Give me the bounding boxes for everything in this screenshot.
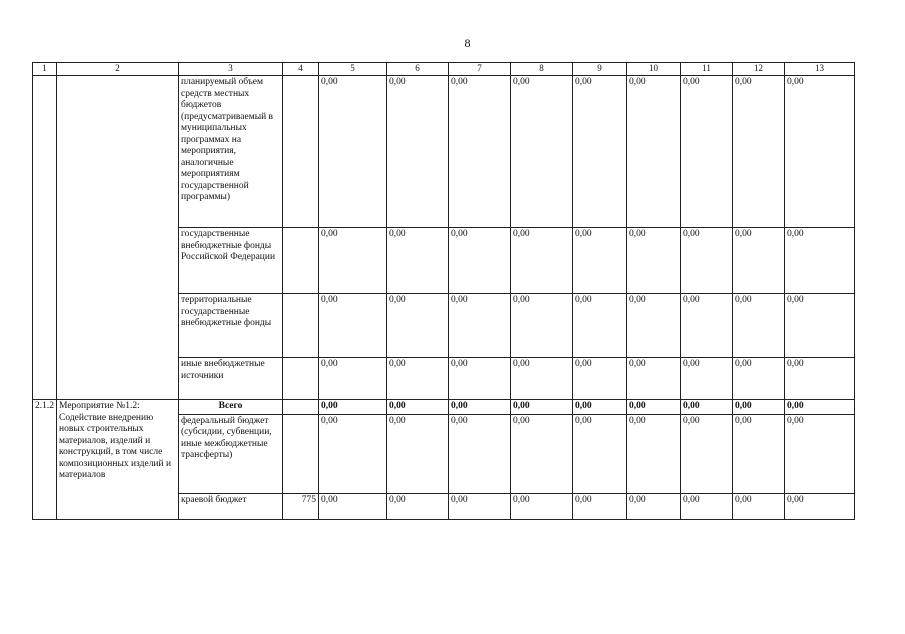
value-cell: 0,00 (449, 76, 511, 228)
code-cell (283, 358, 319, 400)
value-cell: 0,00 (681, 76, 733, 228)
source-cell: планируемый объем средств местных бюджетов (предусматриваемый в муниципальных программах на мероприятия, аналогичные мероприятиям государственной программы) (179, 76, 283, 228)
value-cell: 0,00 (511, 294, 573, 358)
value-cell: 0,00 (449, 400, 511, 415)
code-cell (283, 76, 319, 228)
column-header: 4 (283, 63, 319, 76)
value-cell: 0,00 (681, 358, 733, 400)
source-cell: государственные внебюджетные фонды Российской Федерации (179, 228, 283, 294)
value-cell: 0,00 (785, 400, 855, 415)
source-cell: краевой бюджет (179, 493, 283, 519)
column-header: 8 (511, 63, 573, 76)
column-header: 1 (33, 63, 57, 76)
value-cell: 0,00 (319, 493, 387, 519)
value-cell: 0,00 (449, 358, 511, 400)
value-cell: 0,00 (511, 228, 573, 294)
empty-name-cell (57, 76, 179, 400)
value-cell: 0,00 (319, 76, 387, 228)
value-cell: 0,00 (449, 294, 511, 358)
value-cell: 0,00 (319, 358, 387, 400)
value-cell: 0,00 (319, 400, 387, 415)
value-cell: 0,00 (785, 414, 855, 493)
value-cell: 0,00 (449, 493, 511, 519)
table-row-total (33, 400, 855, 415)
value-cell: 0,00 (387, 358, 449, 400)
column-number-row (33, 63, 855, 76)
code-cell (283, 400, 319, 415)
measure-number: 2.1.2 (33, 400, 57, 520)
value-cell: 0,00 (319, 294, 387, 358)
source-cell: иные внебюджетные источники (179, 358, 283, 400)
column-header: 5 (319, 63, 387, 76)
value-cell: 0,00 (733, 358, 785, 400)
value-cell: 0,00 (627, 228, 681, 294)
page-number: 8 (464, 36, 471, 50)
value-cell: 0,00 (511, 358, 573, 400)
value-cell: 0,00 (511, 400, 573, 415)
value-cell: 0,00 (785, 228, 855, 294)
value-cell: 0,00 (319, 414, 387, 493)
source-cell: территориальные государственные внебюджетные фонды (179, 294, 283, 358)
value-cell: 0,00 (573, 76, 627, 228)
value-cell: 0,00 (627, 400, 681, 415)
value-cell: 0,00 (733, 76, 785, 228)
value-cell: 0,00 (627, 414, 681, 493)
value-cell: 0,00 (511, 76, 573, 228)
budget-table (32, 62, 855, 520)
empty-number-cell (33, 76, 57, 400)
column-header: 10 (627, 63, 681, 76)
value-cell: 0,00 (733, 400, 785, 415)
table-row (33, 76, 855, 228)
value-cell: 0,00 (319, 228, 387, 294)
value-cell: 0,00 (681, 414, 733, 493)
value-cell: 0,00 (627, 358, 681, 400)
value-cell: 0,00 (449, 414, 511, 493)
value-cell: 0,00 (627, 76, 681, 228)
value-cell: 0,00 (511, 414, 573, 493)
column-header: 2 (57, 63, 179, 76)
value-cell: 0,00 (387, 493, 449, 519)
code-cell: 775 (283, 493, 319, 519)
value-cell: 0,00 (733, 294, 785, 358)
value-cell: 0,00 (733, 493, 785, 519)
value-cell: 0,00 (573, 414, 627, 493)
value-cell: 0,00 (785, 493, 855, 519)
value-cell: 0,00 (387, 76, 449, 228)
value-cell: 0,00 (733, 414, 785, 493)
value-cell: 0,00 (387, 400, 449, 415)
value-cell: 0,00 (573, 493, 627, 519)
value-cell: 0,00 (387, 414, 449, 493)
value-cell: 0,00 (681, 294, 733, 358)
column-header: 6 (387, 63, 449, 76)
value-cell: 0,00 (511, 493, 573, 519)
value-cell: 0,00 (573, 228, 627, 294)
column-header: 9 (573, 63, 627, 76)
column-header: 12 (733, 63, 785, 76)
value-cell: 0,00 (733, 228, 785, 294)
value-cell: 0,00 (785, 294, 855, 358)
column-header: 3 (179, 63, 283, 76)
value-cell: 0,00 (573, 358, 627, 400)
value-cell: 0,00 (681, 493, 733, 519)
source-cell: федеральный бюджет (субсидии, субвенции, иные межбюджетные трансферты) (179, 414, 283, 493)
code-cell (283, 294, 319, 358)
source-cell-total: Всего (179, 400, 283, 415)
code-cell (283, 414, 319, 493)
value-cell: 0,00 (387, 228, 449, 294)
value-cell: 0,00 (681, 228, 733, 294)
column-header: 13 (785, 63, 855, 76)
measure-name: Мероприятие №1.2: Содействие внедрению новых строительных материалов, изделий и конструкций, в том числе композиционных изделий и материалов (57, 400, 179, 520)
value-cell: 0,00 (627, 294, 681, 358)
column-header: 11 (681, 63, 733, 76)
value-cell: 0,00 (681, 400, 733, 415)
value-cell: 0,00 (573, 400, 627, 415)
column-header: 7 (449, 63, 511, 76)
value-cell: 0,00 (627, 493, 681, 519)
value-cell: 0,00 (573, 294, 627, 358)
value-cell: 0,00 (449, 228, 511, 294)
value-cell: 0,00 (785, 358, 855, 400)
value-cell: 0,00 (785, 76, 855, 228)
value-cell: 0,00 (387, 294, 449, 358)
code-cell (283, 228, 319, 294)
